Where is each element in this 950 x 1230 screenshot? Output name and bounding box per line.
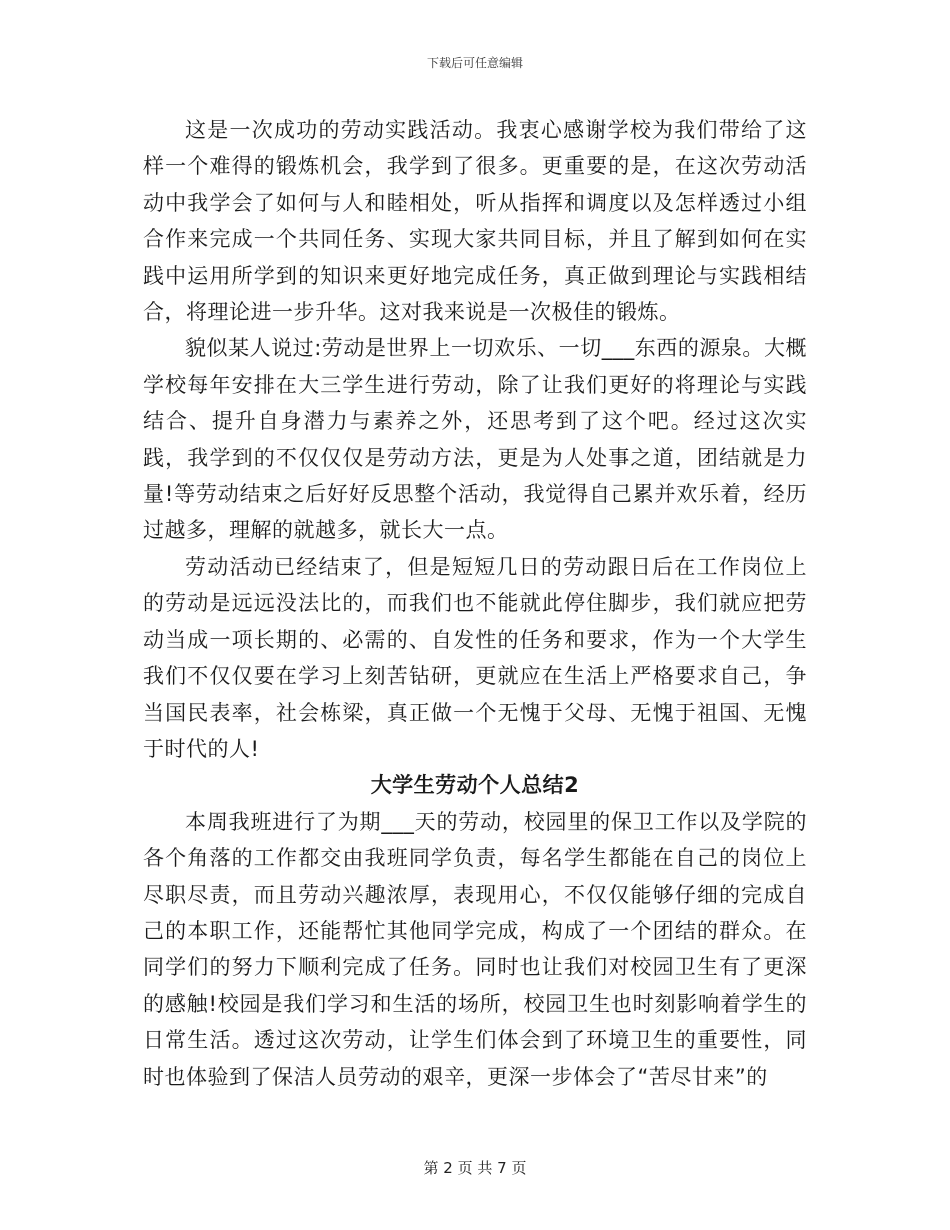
page-number: 第 2 页 共 7 页 xyxy=(423,1159,527,1177)
paragraph: 貌似某人说过:劳动是世界上一切欢乐、一切___东西的源泉。大概学校每年安排在大三学生进行劳动，除了让我们更好的将理论与实践结合、提升自身潜力与素养之外，还思考到了这个吧。经过这次实践，我学到的不仅仅仅是劳动方法，更是为人处事之道，团结就是力量!等劳动结束之后好好反思整个活动，我觉得自己累并欢乐着，经历过越多，理解的就越多，就长大一点。 xyxy=(143,336,807,543)
paragraph: 这是一次成功的劳动实践活动。我衷心感谢学校为我们带给了这样一个难得的锻炼机会，我学到了很多。更重要的是，在这次劳动活动中我学会了如何与人和睦相处，听从指挥和调度以及怎样透过小组合作来完成一个共同任务、实现大家共同目标，并且了解到如何在实践中运用所学到的知识来更好地完成任务，真正做到理论与实践相结合，将理论进一步升华。这对我来说是一次极佳的锻炼。 xyxy=(143,118,807,325)
paragraph: 劳动活动已经结束了，但是短短几日的劳动跟日后在工作岗位上的劳动是远远没法比的，而我们也不能就此停住脚步，我们就应把劳动当成一项长期的、必需的、自发性的任务和要求，作为一个大学生我们不仅仅要在学习上刻苦钻研，更就应在生活上严格要求自己，争当国民表率，社会栋梁，真正做一个无愧于父母、无愧于祖国、无愧于时代的人! xyxy=(143,554,807,761)
section-title: 大学生劳动个人总结2 xyxy=(370,773,580,798)
paragraph: 本周我班进行了为期___天的劳动，校园里的保卫工作以及学院的各个角落的工作都交由我班同学负责，每名学生都能在自己的岗位上尽职尽责，而且劳动兴趣浓厚，表现用心，不仅仅能够仔细的完成自己的本职工作，还能帮忙其他同学完成，构成了一个团结的群众。在同学们的努力下顺利完成了任务。同时也让我们对校园卫生有了更深的感触!校园是我们学习和生活的场所，校园卫生也时刻影响着学生的日常生活。透过这次劳动，让学生们体会到了环境卫生的重要性，同时也体验到了保洁人员劳动的艰辛，更深一步体会了“苦尽甘来”的 xyxy=(143,809,807,1089)
document-body xyxy=(143,112,807,1095)
page-header: 下载后可任意编辑 xyxy=(426,56,523,70)
